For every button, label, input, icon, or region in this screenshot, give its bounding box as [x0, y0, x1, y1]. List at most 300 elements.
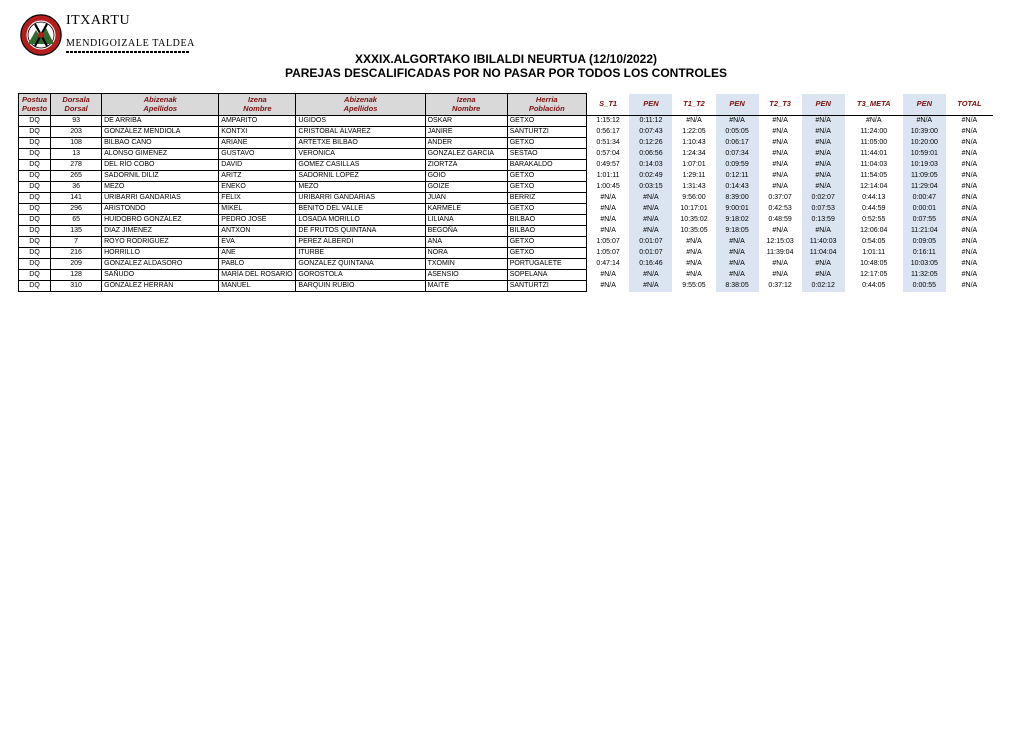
col-name-1-cell: MARÍA DEL ROSARIO — [219, 270, 296, 281]
col-town-cell: BILBAO — [507, 226, 586, 237]
col-pen-4-cell: 10:19:03 — [903, 160, 946, 171]
col-t2-t3-cell: #N/A — [772, 161, 788, 168]
col-pen-1-cell: #N/A — [629, 204, 672, 215]
col-position-cell: DQ — [19, 281, 51, 292]
col-pen-1-cell: 0:11:12 — [629, 116, 672, 127]
col-t3-meta-cell: 10:48:05 — [860, 260, 888, 267]
col-s-t1-header — [586, 94, 629, 116]
col-s-t1-cell: 1:00:45 — [596, 183, 620, 190]
col-town-cell: BERRIZ — [507, 193, 586, 204]
col-surname-2-cell: PEREZ ALBERDI — [296, 237, 425, 248]
col-surname-1-cell: GONZALEZ ALDASORO — [102, 259, 219, 270]
col-t2-t3-cell: 12:15:03 — [766, 238, 794, 245]
col-surname-1-cell: SADORNIL DILIZ — [102, 171, 219, 182]
col-t3-meta-cell: 0:44:59 — [862, 205, 886, 212]
col-t1-t2-cell: 1:07:01 — [682, 161, 706, 168]
col-pen-1-cell: 0:01:07 — [629, 248, 672, 259]
col-pen-3-cell: #N/A — [802, 160, 845, 171]
header-line: Nombre — [243, 103, 272, 113]
col-pen-4-cell: #N/A — [903, 116, 946, 127]
col-s-t1-cell: 0:51:34 — [596, 139, 620, 146]
col-position-cell: DQ — [19, 270, 51, 281]
col-pen-1-cell: 0:02:49 — [629, 171, 672, 182]
col-pen-3-cell: 0:02:12 — [802, 281, 845, 292]
header-line: Izena — [247, 95, 267, 104]
col-bib-cell: 203 — [51, 127, 102, 138]
table-row — [19, 182, 994, 193]
col-position-cell: DQ — [19, 193, 51, 204]
col-s-t1-cell: 0:56:17 — [596, 128, 620, 135]
col-pen-1-cell: 0:06:56 — [629, 149, 672, 160]
header-line: S_T1 — [599, 99, 618, 108]
col-t1-t2-cell: #N/A — [686, 238, 702, 245]
col-town-cell: GETXO — [507, 116, 586, 127]
table-row — [19, 281, 994, 292]
header-line: Apellidos — [343, 103, 378, 113]
col-name-2-cell: JANIRE — [425, 127, 507, 138]
col-bib-cell: 135 — [51, 226, 102, 237]
col-surname-1-cell: GONZÁLEZ MENDIOLA — [102, 127, 219, 138]
col-surname-2-cell: CRISTÓBAL ÁLVAREZ — [296, 127, 425, 138]
col-pen-4-cell: 0:00:01 — [903, 204, 946, 215]
col-town-cell: BARAKALDO — [507, 160, 586, 171]
col-position-cell: DQ — [19, 204, 51, 215]
col-surname-1-cell: GONZÁLEZ HERRÁN — [102, 281, 219, 292]
col-t2-t3-cell: #N/A — [772, 227, 788, 234]
col-t2-t3-cell: 0:42:53 — [768, 205, 792, 212]
col-surname-2-cell: MEZO — [296, 182, 425, 193]
col-name-2-cell: NORA — [425, 248, 507, 259]
col-s-t1-cell: 0:49:57 — [596, 161, 620, 168]
col-name-1-cell: ARITZ — [219, 171, 296, 182]
col-name-1-cell: FELIX — [219, 193, 296, 204]
col-pen-3-cell: #N/A — [802, 182, 845, 193]
col-name-2-cell: GOIZE — [425, 182, 507, 193]
col-town-cell: SANTURTZI — [507, 281, 586, 292]
col-t2-t3-cell: #N/A — [772, 150, 788, 157]
col-total-header — [946, 94, 993, 116]
col-total-cell: #N/A — [961, 128, 978, 135]
table-row — [19, 215, 994, 226]
col-bib-cell: 7 — [51, 237, 102, 248]
col-t2-t3-cell: #N/A — [772, 172, 788, 179]
col-position-cell: DQ — [19, 226, 51, 237]
table-header-row — [19, 94, 994, 116]
col-pen-2-cell: 9:18:05 — [716, 226, 759, 237]
col-name-2-cell: OSKAR — [425, 116, 507, 127]
col-name-2-cell: KARMELE — [425, 204, 507, 215]
table-row — [19, 226, 994, 237]
col-total-cell: #N/A — [961, 227, 978, 234]
col-total-cell: #N/A — [961, 172, 978, 179]
col-town-cell: GETXO — [507, 138, 586, 149]
col-t3-meta-cell: 0:44:13 — [862, 194, 886, 201]
col-pen-3-cell: #N/A — [802, 226, 845, 237]
col-pen-2-cell: #N/A — [716, 237, 759, 248]
col-pen-3-cell: #N/A — [802, 270, 845, 281]
col-total-cell: #N/A — [961, 161, 978, 168]
col-name-1-cell: ARIANE — [219, 138, 296, 149]
col-pen-4-cell: 10:59:01 — [903, 149, 946, 160]
col-pen-4-cell: 10:20:00 — [903, 138, 946, 149]
col-position-header — [19, 94, 51, 116]
col-name-2-cell: LILIANA — [425, 215, 507, 226]
table-row — [19, 248, 994, 259]
col-name-1-cell: DAVID — [219, 160, 296, 171]
col-pen-2-header — [716, 94, 759, 116]
col-position-cell: DQ — [19, 127, 51, 138]
table-row — [19, 193, 994, 204]
col-pen-4-cell: 10:39:00 — [903, 127, 946, 138]
col-pen-2-cell: 0:05:05 — [716, 127, 759, 138]
col-surname-1-cell: URIBARRI GANDARIAS — [102, 193, 219, 204]
header-line: PEN — [643, 99, 659, 108]
col-name-2-cell: GONZALEZ GARCIA — [425, 149, 507, 160]
col-total-cell: #N/A — [961, 205, 978, 212]
col-position-cell: DQ — [19, 215, 51, 226]
col-t3-meta-cell: 0:44:05 — [862, 282, 886, 289]
col-pen-1-cell: 0:01:07 — [629, 237, 672, 248]
col-surname-1-cell: ALONSO GIMENEZ — [102, 149, 219, 160]
header-line: PEN — [916, 99, 933, 108]
col-bib-cell: 141 — [51, 193, 102, 204]
col-pen-4-cell: 10:03:05 — [903, 259, 946, 270]
col-t3-meta-cell: 11:24:00 — [860, 128, 888, 135]
col-surname-1-cell: HUIDOBRO GONZÁLEZ — [102, 215, 219, 226]
col-t2-t3-cell: #N/A — [772, 260, 788, 267]
col-surname-2-cell: GONZALEZ QUINTANA — [296, 259, 425, 270]
col-surname-1-cell: ROYO RODRIGUEZ — [102, 237, 219, 248]
col-total-cell: #N/A — [961, 216, 978, 223]
col-bib-header — [51, 94, 102, 116]
col-position-cell: DQ — [19, 149, 51, 160]
page-title: XXXIX.ALGORTAKO IBILALDI NEURTUA (12/10/2022) — [354, 52, 658, 66]
col-name-2-cell: ZIORTZA — [425, 160, 507, 171]
col-s-t1-cell: #N/A — [600, 227, 616, 234]
col-name-1-cell: MIKEL — [219, 204, 296, 215]
col-pen-1-cell: #N/A — [629, 270, 672, 281]
col-surname-2-cell: BARQUIN RUBIO — [296, 281, 425, 292]
col-town-cell: PORTUGALETE — [507, 259, 586, 270]
col-surname-2-cell: URIBARRI GANDARIAS — [296, 193, 425, 204]
col-total-cell: #N/A — [961, 249, 978, 256]
col-pen-1-cell: #N/A — [629, 215, 672, 226]
col-surname-2-cell: UGIDOS — [296, 116, 425, 127]
col-t2-t3-cell: 11:39:04 — [766, 249, 794, 256]
col-t3-meta-cell: 11:04:03 — [860, 161, 888, 168]
col-t1-t2-cell: 1:31:43 — [682, 183, 706, 190]
table-row — [19, 171, 994, 182]
col-pen-3-cell: #N/A — [802, 171, 845, 182]
col-bib-cell: 278 — [51, 160, 102, 171]
table-row — [19, 204, 994, 215]
col-total-cell: #N/A — [961, 117, 978, 125]
col-name-1-header — [219, 94, 296, 116]
col-position-cell: DQ — [19, 138, 51, 149]
col-pen-3-cell: #N/A — [802, 116, 845, 127]
col-position-cell: DQ — [19, 116, 51, 127]
col-town-cell: SOPELANA — [507, 270, 586, 281]
col-pen-3-cell: 11:40:03 — [802, 237, 845, 248]
col-bib-cell: 36 — [51, 182, 102, 193]
col-t2-t3-header — [759, 94, 802, 116]
col-surname-1-cell: DE ARRIBA — [102, 116, 219, 127]
col-name-1-cell: AMPARITO — [219, 116, 296, 127]
col-t3-meta-cell: 1:01:11 — [862, 249, 886, 256]
col-t1-t2-cell: #N/A — [686, 271, 702, 278]
org-subtitle: MENDIGOIZALE TALDEA — [66, 38, 196, 49]
header-line: Izena — [456, 95, 476, 104]
col-surname-1-cell: DEL RÍO COBO — [102, 160, 219, 171]
col-surname-1-cell: HORRILLO — [102, 248, 219, 259]
col-position-cell: DQ — [19, 160, 51, 171]
col-pen-2-cell: 0:06:17 — [716, 138, 759, 149]
col-pen-4-cell: 0:09:05 — [903, 237, 946, 248]
col-name-1-cell: EVA — [219, 237, 296, 248]
col-t2-t3-cell: 0:48:59 — [768, 216, 792, 223]
col-town-cell: GETXO — [507, 237, 586, 248]
table-row — [19, 259, 994, 270]
table-row — [19, 127, 994, 138]
col-s-t1-cell: 0:57:04 — [596, 150, 620, 157]
col-name-2-cell: ASENSIO — [425, 270, 507, 281]
col-bib-cell: 296 — [51, 204, 102, 215]
col-pen-2-cell: #N/A — [716, 248, 759, 259]
col-t3-meta-header — [845, 94, 903, 116]
header-line: Abizenak — [344, 95, 377, 104]
col-pen-3-header — [802, 94, 845, 116]
col-name-2-cell: ANA — [425, 237, 507, 248]
col-t1-t2-cell: 1:24:34 — [682, 150, 706, 157]
col-town-cell: BILBAO — [507, 215, 586, 226]
col-s-t1-cell: #N/A — [600, 216, 616, 223]
col-t1-t2-cell: 10:35:02 — [680, 216, 708, 223]
col-bib-cell: 216 — [51, 248, 102, 259]
col-s-t1-cell: 0:47:14 — [596, 260, 620, 267]
col-pen-2-cell: 8:39:00 — [716, 193, 759, 204]
col-town-cell: SESTAO — [507, 149, 586, 160]
col-position-cell: DQ — [19, 171, 51, 182]
col-surname-2-cell: LOSADA MORILLO — [296, 215, 425, 226]
col-pen-3-cell: 0:07:53 — [802, 204, 845, 215]
col-name-1-cell: PABLO — [219, 259, 296, 270]
col-name-1-cell: PEDRO JOSÉ — [219, 215, 296, 226]
col-total-cell: #N/A — [961, 271, 978, 278]
col-pen-2-cell: 9:18:02 — [716, 215, 759, 226]
col-name-2-cell: JUAN — [425, 193, 507, 204]
col-name-1-cell: ANE — [219, 248, 296, 259]
col-position-cell: DQ — [19, 237, 51, 248]
col-t3-meta-cell: 12:14:04 — [860, 183, 888, 190]
col-total-cell: #N/A — [961, 150, 978, 157]
col-t2-t3-cell: 0:37:07 — [768, 194, 792, 201]
col-s-t1-cell: #N/A — [600, 194, 616, 201]
col-bib-cell: 93 — [51, 116, 102, 127]
col-t2-t3-cell: #N/A — [772, 117, 788, 125]
col-surname-1-cell: MEZO — [102, 182, 219, 193]
col-bib-cell: 65 — [51, 215, 102, 226]
header-line: Herria — [535, 95, 558, 104]
col-bib-cell: 13 — [51, 149, 102, 160]
col-pen-2-cell: 0:14:43 — [716, 182, 759, 193]
col-total-cell: #N/A — [961, 139, 978, 146]
col-pen-3-cell: 0:13:59 — [802, 215, 845, 226]
col-t2-t3-cell: #N/A — [772, 183, 788, 190]
col-t3-meta-cell: 0:54:05 — [862, 238, 886, 245]
col-name-1-cell: GUSTAVO — [219, 149, 296, 160]
col-pen-1-cell: 0:14:03 — [629, 160, 672, 171]
col-surname-1-cell: SAÑUDO — [102, 270, 219, 281]
col-t1-t2-cell: 1:10:43 — [682, 139, 706, 146]
col-pen-3-cell: #N/A — [802, 259, 845, 270]
col-pen-1-cell: 0:12:26 — [629, 138, 672, 149]
col-pen-4-header — [903, 94, 946, 116]
col-t1-t2-cell: #N/A — [686, 249, 702, 256]
col-t1-t2-header — [672, 94, 715, 116]
col-total-cell: #N/A — [961, 183, 978, 190]
col-s-t1-cell: #N/A — [600, 205, 616, 212]
header-line: Población — [528, 103, 565, 113]
col-t3-meta-cell: 11:54:05 — [860, 172, 888, 179]
col-bib-cell: 265 — [51, 171, 102, 182]
col-name-2-cell: MAITE — [425, 281, 507, 292]
col-pen-3-cell: 0:02:07 — [802, 193, 845, 204]
header-line: Dorsal — [64, 103, 88, 113]
org-name: ITXARTU — [66, 13, 131, 28]
col-t2-t3-cell: #N/A — [772, 271, 788, 278]
col-s-t1-cell: 1:15:12 — [596, 117, 620, 125]
col-pen-4-cell: 11:29:04 — [903, 182, 946, 193]
page-subtitle: PAREJAS DESCALIFICADAS POR NO PASAR POR TODOS LOS CONTROLES — [284, 66, 728, 80]
col-name-2-cell: TXOMIN — [425, 259, 507, 270]
col-town-cell: SANTURTZI — [507, 127, 586, 138]
col-position-cell: DQ — [19, 248, 51, 259]
col-name-2-header — [425, 94, 507, 116]
col-surname-2-cell: BENITO DEL VALLE — [296, 204, 425, 215]
col-pen-3-cell: #N/A — [802, 149, 845, 160]
header-line: TOTAL — [957, 99, 982, 108]
col-pen-4-cell: 0:16:11 — [903, 248, 946, 259]
col-t1-t2-cell: 1:22:05 — [682, 128, 706, 135]
col-name-1-cell: MANUEL — [219, 281, 296, 292]
col-s-t1-cell: 1:01:11 — [596, 172, 620, 179]
col-town-cell: GETXO — [507, 182, 586, 193]
header-line: Postua — [22, 95, 48, 104]
col-t1-t2-cell: #N/A — [686, 260, 702, 267]
col-position-cell: DQ — [19, 182, 51, 193]
col-town-header — [507, 94, 586, 116]
col-surname-1-header — [102, 94, 219, 116]
col-pen-1-cell: 0:16:46 — [629, 259, 672, 270]
col-bib-cell: 209 — [51, 259, 102, 270]
col-pen-2-cell: 0:12:11 — [716, 171, 759, 182]
col-surname-1-cell: ARISTONDO — [102, 204, 219, 215]
header-line: Abizenak — [143, 95, 177, 104]
col-t3-meta-cell: 11:05:00 — [860, 139, 888, 146]
col-t3-meta-cell: 0:52:55 — [862, 216, 886, 223]
col-surname-2-cell: DE FRUTOS QUINTANA — [296, 226, 425, 237]
col-pen-2-cell: #N/A — [716, 116, 759, 127]
table-row — [19, 237, 994, 248]
col-pen-4-cell: 0:00:55 — [903, 281, 946, 292]
col-bib-cell: 108 — [51, 138, 102, 149]
col-pen-4-cell: 11:09:05 — [903, 171, 946, 182]
col-t1-t2-cell: 10:35:05 — [680, 227, 708, 234]
table-row — [19, 116, 994, 127]
col-name-1-cell: ANTXON — [219, 226, 296, 237]
col-t3-meta-cell: 12:17:05 — [860, 271, 888, 278]
col-pen-1-cell: #N/A — [629, 281, 672, 292]
col-surname-2-cell: ITURBE — [296, 248, 425, 259]
col-surname-1-cell: DIAZ JIMENEZ — [102, 226, 219, 237]
col-surname-1-cell: BILBAO CANO — [102, 138, 219, 149]
col-surname-2-cell: GOROSTOLA — [296, 270, 425, 281]
header-line: Dorsala — [62, 95, 90, 104]
col-bib-cell: 310 — [51, 281, 102, 292]
col-s-t1-cell: #N/A — [600, 271, 616, 278]
col-position-cell: DQ — [19, 259, 51, 270]
col-total-cell: #N/A — [961, 260, 978, 267]
results-table — [18, 93, 993, 292]
col-s-t1-cell: 1:05:07 — [596, 249, 620, 256]
col-pen-4-cell: 11:21:04 — [903, 226, 946, 237]
col-t1-t2-cell: #N/A — [686, 117, 702, 125]
col-t1-t2-cell: 9:55:05 — [682, 282, 706, 289]
club-logo-icon — [20, 14, 62, 56]
col-total-cell: #N/A — [961, 238, 978, 245]
col-name-2-cell: BEGOÑA — [425, 226, 507, 237]
col-pen-1-header — [629, 94, 672, 116]
col-t2-t3-cell: #N/A — [772, 139, 788, 146]
col-surname-2-header — [296, 94, 425, 116]
col-pen-1-cell: 0:07:43 — [629, 127, 672, 138]
col-pen-1-cell: 0:03:15 — [629, 182, 672, 193]
col-bib-cell: 128 — [51, 270, 102, 281]
col-t1-t2-cell: 1:29:11 — [682, 172, 706, 179]
header-line: PEN — [815, 99, 831, 108]
col-pen-2-cell: 8:38:05 — [716, 281, 759, 292]
col-surname-2-cell: VERONICA — [296, 149, 425, 160]
col-t3-meta-cell: 12:06:04 — [860, 227, 888, 234]
col-surname-2-cell: SADORNIL LOPEZ — [296, 171, 425, 182]
header-line: PEN — [729, 99, 745, 108]
col-name-2-cell: GOIO — [425, 171, 507, 182]
col-name-1-cell: ENEKO — [219, 182, 296, 193]
col-pen-2-cell: 0:09:59 — [716, 160, 759, 171]
col-t2-t3-cell: 0:37:12 — [768, 282, 792, 289]
col-t1-t2-cell: 9:56:00 — [682, 194, 706, 201]
col-pen-4-cell: 0:07:55 — [903, 215, 946, 226]
table-row — [19, 149, 994, 160]
col-pen-1-cell: #N/A — [629, 226, 672, 237]
col-pen-4-cell: 0:00:47 — [903, 193, 946, 204]
col-town-cell: GETXO — [507, 204, 586, 215]
col-pen-2-cell: 0:07:34 — [716, 149, 759, 160]
col-s-t1-cell: 1:05:07 — [596, 238, 620, 245]
header-line: T3_META — [856, 99, 891, 108]
col-town-cell: GETXO — [507, 171, 586, 182]
header-line: T1_T2 — [683, 99, 705, 108]
col-pen-3-cell: #N/A — [802, 138, 845, 149]
col-pen-2-cell: #N/A — [716, 259, 759, 270]
col-town-cell: GETXO — [507, 248, 586, 259]
table-row — [19, 138, 994, 149]
table-row — [19, 160, 994, 171]
col-pen-2-cell: #N/A — [716, 270, 759, 281]
col-pen-4-cell: 11:32:05 — [903, 270, 946, 281]
col-pen-1-cell: #N/A — [629, 193, 672, 204]
header-line: Apellidos — [143, 103, 178, 113]
